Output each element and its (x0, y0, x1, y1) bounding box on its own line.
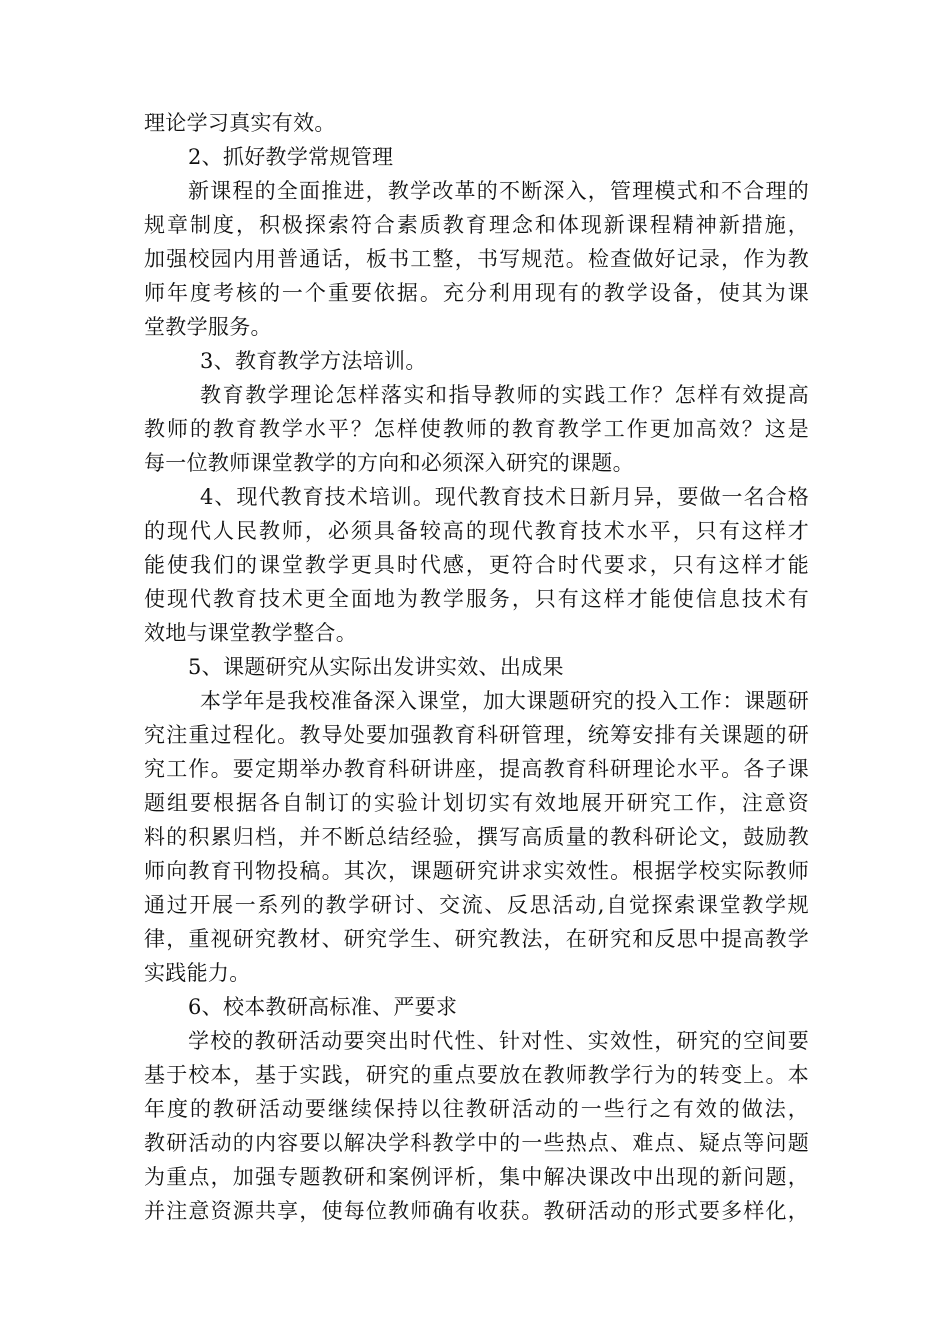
text-line: 料的积累归档，并不断总结经验，撰写高质量的教科研论文，鼓励教 (144, 825, 809, 849)
text-line: 能使我们的课堂教学更具时代感，更符合时代要求，只有这样才能 (144, 553, 809, 577)
text-line: 本学年是我校准备深入课堂，加大课题研究的投入工作：课题研 (200, 689, 809, 713)
text-line: 题组要根据各自制订的实验计划切实有效地展开研究工作，注意资 (144, 791, 809, 815)
text-line: 为重点，加强专题教研和案例评析，集中解决课改中出现的新问题， (144, 1165, 809, 1189)
document-body (144, 106, 809, 1228)
text-line: 师向教育刊物投稿。其次，课题研究讲求实效性。根据学校实际教师 (144, 859, 809, 883)
text-line: 每一位教师课堂教学的方向和必须深入研究的课题。 (144, 451, 634, 475)
text-line: 使现代教育技术更全面地为教学服务，只有这样才能使信息技术有 (144, 587, 809, 611)
section-heading-3: 3、教育教学方法培训。 (200, 349, 427, 373)
section-heading-5: 5、课题研究从实际出发讲实效、出成果 (188, 655, 564, 679)
text-line: 加强校园内用普通话，板书工整，书写规范。检查做好记录，作为教 (144, 247, 809, 271)
section-heading-2: 2、抓好教学常规管理 (188, 145, 394, 169)
text-line: 规章制度，积极探索符合素质教育理念和体现新课程精神新措施， (144, 213, 809, 237)
text-line: 的现代人民教师，必须具备较高的现代教育技术水平，只有这样才 (144, 519, 809, 543)
text-line: 并注意资源共享，使每位教师确有收获。教研活动的形式要多样化， (144, 1199, 809, 1223)
text-line: 究注重过程化。教导处要加强教育科研管理，统筹安排有关课题的研 (144, 723, 809, 747)
text-line: 学校的教研活动要突出时代性、针对性、实效性，研究的空间要 (188, 1029, 809, 1053)
text-line: 理论学习真实有效。 (144, 111, 336, 135)
text-line: 基于校本，基于实践，研究的重点要放在教师教学行为的转变上。本 (144, 1063, 809, 1087)
section-heading-6: 6、校本教研高标准、严要求 (188, 995, 458, 1019)
text-line: 通过开展一系列的教学研讨、交流、反思活动,自觉探索课堂教学规 (144, 893, 809, 917)
text-line: 新课程的全面推进，教学改革的不断深入，管理模式和不合理的 (188, 179, 809, 203)
text-line: 教师的教育教学水平？怎样使教师的教育教学工作更加高效？这是 (144, 417, 809, 441)
text-line: 师年度考核的一个重要依据。充分利用现有的教学设备，使其为课 (144, 281, 809, 305)
text-line: 律，重视研究教材、研究学生、研究教法，在研究和反思中提高教学 (144, 927, 809, 951)
text-line: 教研活动的内容要以解决学科教学中的一些热点、难点、疑点等问题 (144, 1131, 809, 1155)
text-line: 实践能力。 (144, 961, 251, 985)
text-line: 究工作。要定期举办教育科研讲座，提高教育科研理论水平。各子课 (144, 757, 809, 781)
text-line: 年度的教研活动要继续保持以往教研活动的一些行之有效的做法， (144, 1097, 809, 1121)
text-line: 效地与课堂教学整合。 (144, 621, 357, 645)
text-line: 堂教学服务。 (144, 315, 272, 339)
text-line: 教育教学理论怎样落实和指导教师的实践工作？怎样有效提高 (200, 383, 809, 407)
section-heading-4: 4、现代教育技术培训。现代教育技术日新月异，要做一名合格 (200, 485, 809, 509)
